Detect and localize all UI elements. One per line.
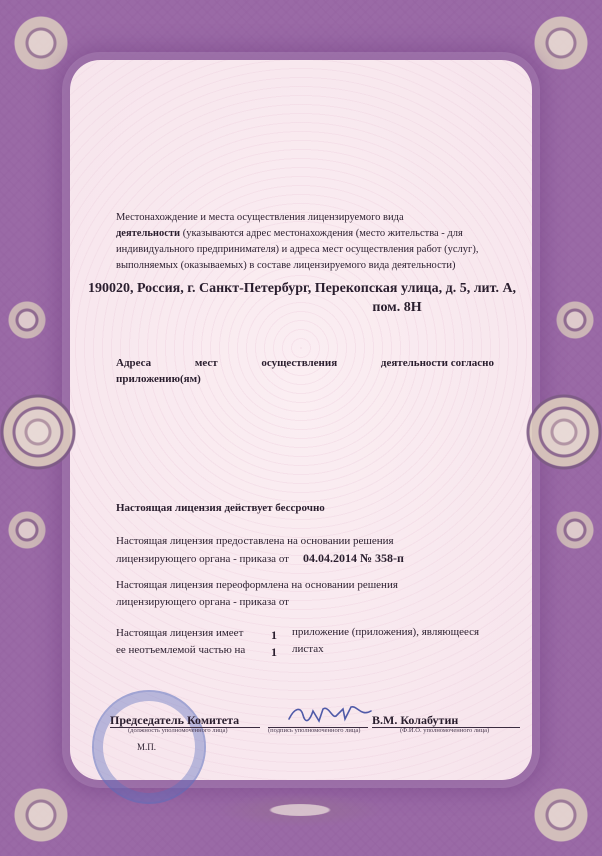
attachment-statement-right	[292, 624, 522, 658]
location-label-line	[116, 226, 496, 242]
attachment-count: 1	[271, 628, 277, 642]
places-word: осуществления	[261, 357, 338, 369]
signature-block	[110, 713, 520, 743]
attachment-line: ее неотъемлемой частью на	[116, 644, 246, 656]
signer-name: В.М. Колабутин	[372, 713, 459, 727]
corner-ornament	[6, 8, 76, 78]
attachment-line: Настоящая лицензия имеет	[116, 627, 244, 639]
location-label-line: Местонахождение и места осуществления лицензируемого вида	[116, 212, 404, 223]
places-word: мест	[194, 357, 218, 369]
location-label-rest: (указываются адрес местонахождения (место жительства - для	[180, 228, 463, 239]
chair-title: Председатель Комитета	[110, 713, 240, 727]
corner-ornament	[526, 780, 596, 850]
attachment-statement	[116, 625, 266, 659]
attachment-sheets: 1	[271, 645, 277, 659]
handwritten-signature	[285, 701, 375, 729]
basis-granted-line: лицензирующего органа - приказа от	[116, 553, 289, 565]
bottom-ornament	[200, 790, 400, 830]
location-label	[116, 210, 496, 274]
signature-caption: (подпись уполномоченного лица)	[268, 727, 361, 734]
right-rosette-ornament	[518, 372, 602, 492]
places-line: приложению(ям)	[116, 373, 201, 385]
basis-reissued	[116, 577, 496, 611]
position-caption: (должность уполномоченного лица)	[128, 727, 228, 734]
location-label-line: выполняемых (оказываемых) в составе лицензируемого вида деятельности)	[116, 260, 456, 271]
location-label-line: индивидуального предпринимателя) и адреса мест осуществления работ (услуг),	[116, 244, 479, 255]
side-ornament	[552, 500, 598, 560]
basis-reissued-line: лицензирующего органа - приказа от	[116, 596, 289, 608]
corner-ornament	[526, 8, 596, 78]
side-ornament	[4, 500, 50, 560]
basis-reissued-line: Настоящая лицензия переоформлена на основании решения	[116, 579, 398, 591]
license-address	[62, 279, 542, 317]
activity-places	[116, 355, 494, 387]
basis-granted-line: Настоящая лицензия предоставлена на основании решения	[116, 535, 394, 547]
places-word: Адреса	[116, 357, 152, 369]
location-label-bold: деятельности	[116, 228, 181, 239]
validity-statement: Настоящая лицензия действует бессрочно	[116, 502, 325, 514]
document-body	[70, 60, 532, 780]
stamp-mark: М.П.	[137, 742, 157, 752]
attachment-line: приложение (приложения), являющееся	[292, 626, 480, 638]
side-ornament	[552, 290, 598, 350]
name-caption: (Ф.И.О. уполномоченного лица)	[400, 727, 490, 734]
order-number: 04.04.2014 № 358-п	[302, 551, 404, 565]
corner-ornament	[6, 780, 76, 850]
side-ornament	[4, 290, 50, 350]
basis-granted	[116, 533, 496, 568]
address-line: пом. 8Н	[372, 300, 422, 315]
attachment-numbers	[271, 627, 277, 661]
attachment-line: листах	[292, 643, 324, 655]
address-line: 190020, Россия, г. Санкт-Петербург, Перекопская улица, д. 5, лит. А,	[87, 281, 517, 296]
places-word: деятельности согласно	[380, 357, 494, 369]
